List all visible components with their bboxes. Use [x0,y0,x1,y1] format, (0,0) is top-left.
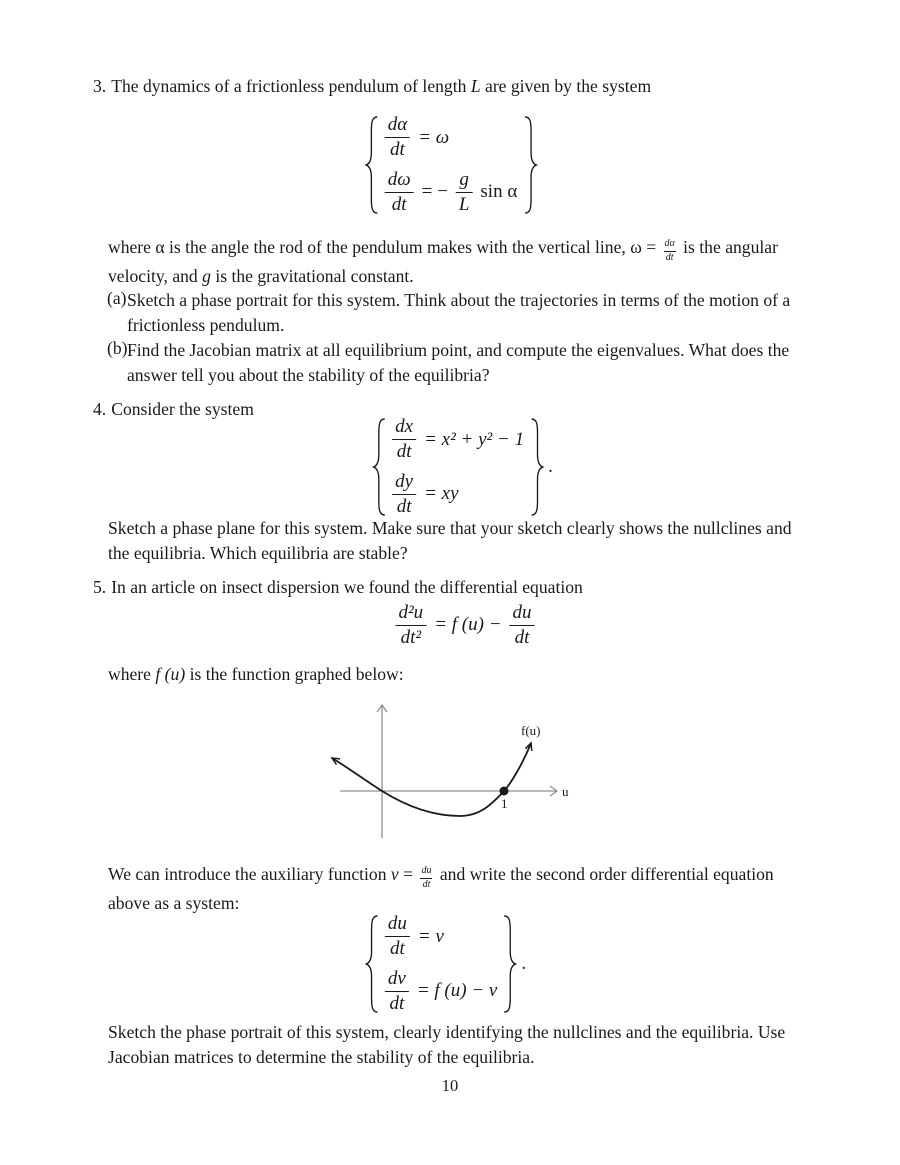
equation-rows [385,115,518,215]
problem5-number: 5. [93,577,107,597]
final-line1: Sketch the phase portrait of this system, clearly identifying the nullclines and the equilibria. Use [108,1022,786,1042]
left-brace [371,417,388,517]
equation-rows [385,914,497,1014]
aux-text-post: and write the second order differential equation [435,864,774,884]
fraction-g-L [456,170,473,215]
right-brace [521,115,538,215]
fraction-denominator: dt [385,192,414,215]
aux-line-1 [108,861,774,890]
item-b-text [127,338,789,387]
equation-period: . [548,456,553,477]
equation-row-1 [385,115,449,160]
problem5-title: In an article on insect dispersion we found the differential equation [111,577,583,597]
equation-mid: = f (u) − [434,614,502,636]
problem4-title: Consider the system [111,399,254,419]
fraction-numerator: g [459,169,469,190]
problem3-item-b [107,338,789,387]
fraction-denominator: dt [385,991,409,1014]
fraction-denominator: dt [392,439,416,462]
fraction-denominator: dt² [395,625,426,648]
page-number: 10 [441,1076,459,1095]
problem3-title-pre: The dynamics of a frictionless pendulum of length [111,76,471,96]
fraction-denominator: L [456,192,473,215]
fraction-numerator: du [512,602,532,623]
where-fu-post: is the function graphed below: [185,664,404,684]
fraction-numerator: dω [387,169,411,190]
zero-crossing-dot [500,787,509,796]
where-fu-pre: where [108,664,156,684]
fraction-numerator: dα [387,114,408,136]
where-text-pre: where α is the angle the rod of the pendulum makes with the vertical line, ω = [108,237,661,257]
equation-row-2 [385,170,518,215]
problem3-number: 3. [93,76,107,96]
constant-text: is the gravitational constant. [210,266,414,286]
fu-math: f (u) [155,664,186,684]
fraction-dv-dt [385,969,409,1014]
fraction-numerator: du [421,865,432,876]
where-line-2 [108,263,778,289]
fraction-dy-dt [392,472,416,517]
row2-rhs: = xy [424,483,459,505]
problem3-heading [93,76,651,97]
problem4-line2: the equilibria. Which equilibria are stable? [108,543,408,563]
left-brace [364,914,381,1014]
row2-sin-alpha: sin α [480,181,518,203]
problem3-title-post: are given by the system [480,76,652,96]
equation-rows [392,417,524,517]
pendulum-description-paragraph [108,234,778,289]
problem4-paragraph [108,516,792,566]
fraction-denominator: dt [385,137,410,160]
problem4-number: 4. [93,399,107,419]
pendulum-system-equation [364,115,539,215]
gravity-var: g [202,266,211,286]
fraction-denominator: dt [385,936,410,959]
problem4-line1: Sketch a phase plane for this system. Make sure that your sketch clearly shows the nullclines and [108,518,792,538]
problem5-heading [93,577,583,598]
final-line2: Jacobian matrices to determine the stability of the equilibria. [108,1047,535,1067]
velocity-text: velocity, and [108,266,203,286]
where-line-1 [108,234,778,263]
crossing-label: 1 [501,796,508,811]
fraction-numerator: dα [664,238,675,249]
fraction-numerator: dv [387,968,406,989]
equation-row-1 [392,417,524,462]
uv-system-equation [364,914,526,1014]
row2-equals-minus: = − [421,181,448,203]
problem3-item-a [107,288,790,337]
fraction-denominator: dt [392,494,416,517]
problem3-title-var: L [470,76,481,96]
fraction-numerator: d²u [398,602,424,623]
equation-row-1 [385,914,444,959]
row1-rhs: = x² + y² − 1 [424,428,525,450]
fraction-denominator: dt [664,251,676,264]
row1-rhs: = v [417,925,444,947]
fu-graph [328,697,578,847]
aux-equals: = [398,864,418,884]
equation-period: . [521,953,527,974]
inline-fraction-du-dt [420,866,432,890]
auxiliary-function-paragraph [108,861,774,916]
insect-dispersion-equation [395,603,534,648]
where-text-post: is the angular [678,237,778,257]
fraction-numerator: dy [395,471,414,492]
item-a-line2: frictionless pendulum. [127,314,285,335]
right-brace [501,914,518,1014]
curve-label: f(u) [521,723,541,738]
fraction-dalpha-dt [385,115,410,160]
fraction-domega-dt [385,170,414,215]
u-axis-label: u [562,784,569,799]
item-b-label: (b) [107,338,128,358]
equation-row-2 [385,969,497,1014]
fraction-denominator: dt [510,625,535,648]
equation-row [395,603,534,648]
equation-row-2 [392,472,458,517]
fraction-numerator: du [387,913,407,935]
row2-rhs: = f (u) − v [416,980,498,1002]
aux-text-pre: We can introduce the auxiliary function [108,864,391,884]
left-brace [364,115,381,215]
item-b-line1: Find the Jacobian matrix at all equilibrium point, and compute the eigenvalues. What does the [127,340,790,360]
row1-rhs: = ω [418,126,450,148]
item-a-label: (a) [107,288,127,308]
item-b-line2: answer tell you about the stability of the equilibria? [127,364,490,385]
fraction-du-dt [510,603,535,648]
fraction-dx-dt [392,417,416,462]
item-a-text [127,288,790,337]
aux-line-2: above as a system: [108,893,240,913]
inline-fraction-dalpha-dt [664,239,676,263]
fraction-denominator: dt [420,878,432,891]
fraction-d2u-dt2 [395,603,426,648]
final-instructions-paragraph [108,1020,785,1070]
problem4-system-equation [371,417,553,517]
fraction-du-dt [385,914,410,959]
where-fu-line [108,664,404,685]
aux-var: v [390,864,399,884]
fraction-numerator: dx [395,416,414,438]
item-a-line1: Sketch a phase portrait for this system. Think about the trajectories in terms of the motion of a [127,290,791,310]
right-brace [528,417,545,517]
problem4-heading [93,399,254,420]
